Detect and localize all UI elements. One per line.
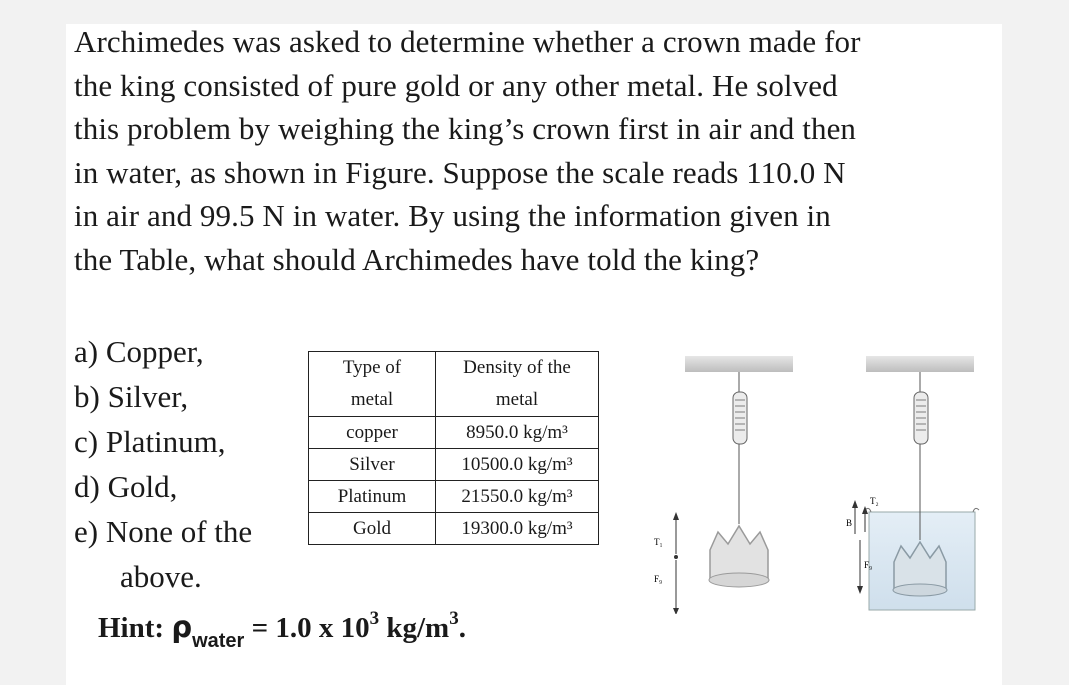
slide [66, 24, 1002, 685]
hint-unit-exponent: 3 [449, 608, 459, 629]
arrowhead-t2 [852, 500, 858, 508]
figure-svg [638, 336, 992, 614]
table-header-row [309, 352, 599, 417]
label-fg-right: F₉ [864, 560, 873, 570]
option-c: c) Platinum, [74, 424, 226, 459]
table-row [309, 513, 599, 545]
point-left [674, 555, 678, 559]
tank-rim [865, 508, 979, 512]
question-text [74, 20, 1000, 282]
question-line: Archimedes was asked to determine whether a crown made for [74, 24, 861, 59]
hint-exponent: 3 [369, 608, 380, 629]
label-fg-left: F₉ [654, 574, 663, 584]
cell-metal: copper [309, 417, 436, 449]
left-setup [673, 356, 793, 614]
option-e-continued: above. [120, 559, 202, 594]
arrowhead-fg-left [673, 608, 679, 614]
density-table [308, 351, 599, 545]
question-line: this problem by weighing the king’s crown first in air and then [74, 111, 857, 147]
ceiling-mount-right [866, 356, 974, 372]
rho-symbol: ρ [171, 610, 193, 644]
rho-subscript: water [192, 630, 245, 652]
label-t2: T₂ [870, 496, 879, 506]
option-d: d) Gold, [74, 469, 178, 504]
label-b: B [846, 518, 853, 528]
cell-density: 8950.0 kg/m³ [436, 417, 599, 449]
question-line: the king consisted of pure gold or any other metal. He solved [74, 67, 838, 103]
answer-options [74, 329, 304, 599]
table-row [309, 417, 599, 449]
arrowhead-b [862, 506, 868, 514]
label-t1: T₁ [654, 537, 663, 547]
option-b: b) Silver, [74, 379, 189, 414]
hint-equals: = 1.0 x 10 [251, 612, 370, 644]
arrowhead-t1 [673, 512, 679, 520]
hint-line [98, 608, 466, 652]
hint-unit: kg/m [379, 612, 450, 644]
cell-metal: Gold [309, 513, 436, 545]
cell-density: 10500.0 kg/m³ [436, 449, 599, 481]
hint-period: . [458, 612, 466, 644]
table-row [309, 449, 599, 481]
arrowhead-fg-right [857, 586, 863, 594]
header-text: Type of [342, 357, 402, 378]
question-line: the Table, what should Archimedes have told the king? [74, 241, 760, 277]
cell-density: 21550.0 kg/m³ [436, 481, 599, 513]
ceiling-mount-left [685, 356, 793, 372]
hint-label: Hint: [98, 612, 165, 644]
header-text: metal [350, 389, 394, 410]
crown-base-left [709, 573, 769, 587]
question-line: in water, as shown in Figure. Suppose the scale reads 110.0 N [74, 154, 846, 190]
cell-metal: Silver [309, 449, 436, 481]
table-row [309, 481, 599, 513]
cell-density: 19300.0 kg/m³ [436, 513, 599, 545]
header-density [436, 352, 599, 417]
header-text: Density of the [463, 357, 571, 378]
right-setup [852, 356, 979, 610]
crown-weighing-figure [638, 336, 992, 614]
question-line: in air and 99.5 N in water. By using the information given in [74, 198, 831, 234]
crown-base-right [893, 584, 947, 596]
header-type-of-metal [309, 352, 436, 417]
option-e: e) None of the [74, 514, 253, 549]
cell-metal: Platinum [309, 481, 436, 513]
option-a: a) Copper, [74, 334, 204, 369]
header-text: metal [495, 389, 539, 410]
